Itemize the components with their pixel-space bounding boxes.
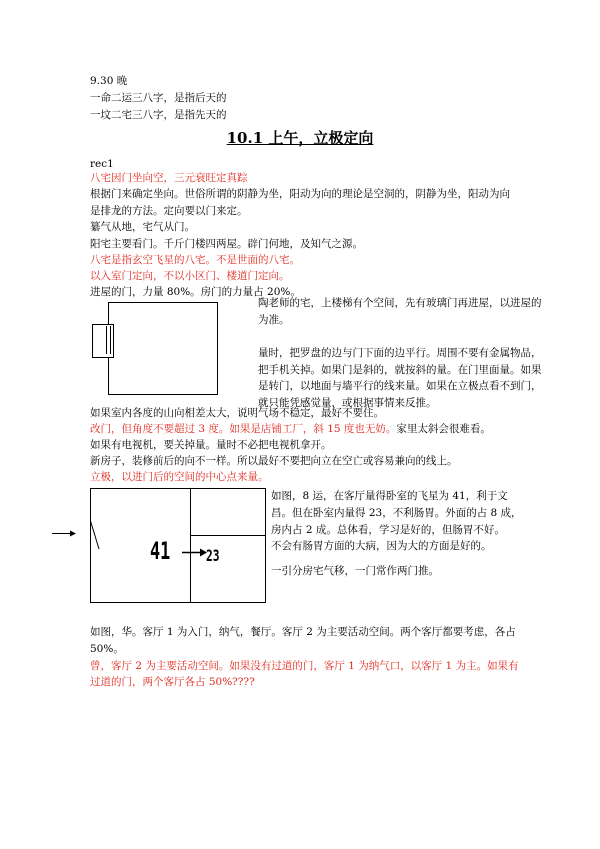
body-line-1: 八宅因门坐向空，三元衰旺定真踪 xyxy=(90,172,248,184)
d1-text-3: 量时，把罗盘的边与门下面的边平行。周围不要有金属物品， xyxy=(258,347,542,359)
floor-plan-outer xyxy=(91,489,266,603)
footer-line-1: 如图，华。客厅 1 为入门，纳气，餐厅。客厅 2 为主要活动空间。两个客厅都要考虑，各占 xyxy=(90,626,516,638)
d2-text-5: 一引分房宅气移，一门常作两门推。 xyxy=(271,565,439,577)
mid-line-2-red: 改门，但角度不要超过 3 度。如果是店铺工厂，斜 15 度也无妨。 xyxy=(90,423,397,435)
door-frame xyxy=(106,326,111,354)
mid-line-2-black: 家里太斜会很难看。 xyxy=(396,423,491,435)
mid-line-2 xyxy=(90,421,491,437)
body-line-8: 进屋的门，力量 80%。房门的力量占 20%。 xyxy=(90,286,301,298)
mid-line-3: 如果有电视机，要关掉量。量时不必把电视机拿开。 xyxy=(90,439,332,451)
d2-text-4: 不会有肠胃方面的大病，因为大的方面是好的。 xyxy=(271,540,492,553)
body-line-2: 根据门来确定坐向。世俗所谓的阴静为坐，阳动为向的理论是空洞的，阴静为坐，阳动为向 xyxy=(90,188,510,200)
body-line-3: 是排龙的方法。定向要以门来定。 xyxy=(90,205,248,217)
mid-line-5: 立极，以进门后的空间的中心点来量。 xyxy=(90,471,269,483)
entry-door-line xyxy=(91,521,100,549)
d1-text-5: 是转门，以地面与墙平行的线来量。如果在立极点看不到门， xyxy=(258,380,542,392)
footer-line-2: 50%。 xyxy=(90,643,124,655)
d1-text-2: 为准。 xyxy=(258,313,290,326)
mid-line-4: 新房子，装修前后的向不一样。所以最好不要把向立在空亡或容易兼向的线上。 xyxy=(90,455,458,467)
d1-text-6: 就只能凭感觉量，或根据事情来反推。 xyxy=(258,396,437,409)
page-title: 10.1 上午，立极定向 xyxy=(226,129,374,147)
d2-text-1: 如图，8 运，在客厅量得卧室的飞星为 41，利于文 xyxy=(271,490,508,502)
body-line-4: 纂气从地，宅气从门。 xyxy=(90,221,195,233)
footer-line-3: 曾，客厅 2 为主要活动空间。如果没有过道的门，客厅 1 为纳气口，以客厅 1 为主。如果有 xyxy=(90,660,519,672)
header-line-2: 一坟二宅三八字，是指先天的 xyxy=(90,109,227,121)
house-diagram xyxy=(108,302,218,395)
body-line-5: 阳宅主要看门。千斤门楼四两屋。辟门何地，及知气之源。 xyxy=(90,238,363,250)
d1-text-1: 陶老师的宅，上楼梯有个空间，先有玻璃门再进屋，以进屋的 xyxy=(258,297,542,309)
d2-text-3: 房内占 2 成。总体看，学习是好的，但肠胃不好。 xyxy=(271,523,505,536)
header-date: 9.30 晚 xyxy=(90,75,128,87)
d2-text-2: 昌。但在卧室内量得 23，不利肠胃。外面的占 8 成， xyxy=(271,506,522,519)
entry-arrow-head xyxy=(70,531,76,537)
footer-line-4: 过道的门，两个客厅各占 50%???? xyxy=(90,676,255,688)
body-line-6: 八宅是指玄空飞星的八宅。不是世面的八宅。 xyxy=(90,254,300,266)
star-number-23: 23 xyxy=(206,546,220,565)
rec-label: rec1 xyxy=(90,158,114,170)
body-line-7: 以入室门定向，不以小区门、楼道门定向。 xyxy=(90,270,290,282)
mid-line-1: 如果室内各度的山向相差太大，说明气场不稳定，最好不要住。 xyxy=(90,407,384,419)
header-line-1: 一命二运三八字，是指后天的 xyxy=(90,92,227,104)
star-number-41: 41 xyxy=(150,537,171,565)
d1-text-4: 把手机关掉。如果门是斜的，就按斜的量。在门里面量。如果 xyxy=(258,363,542,376)
